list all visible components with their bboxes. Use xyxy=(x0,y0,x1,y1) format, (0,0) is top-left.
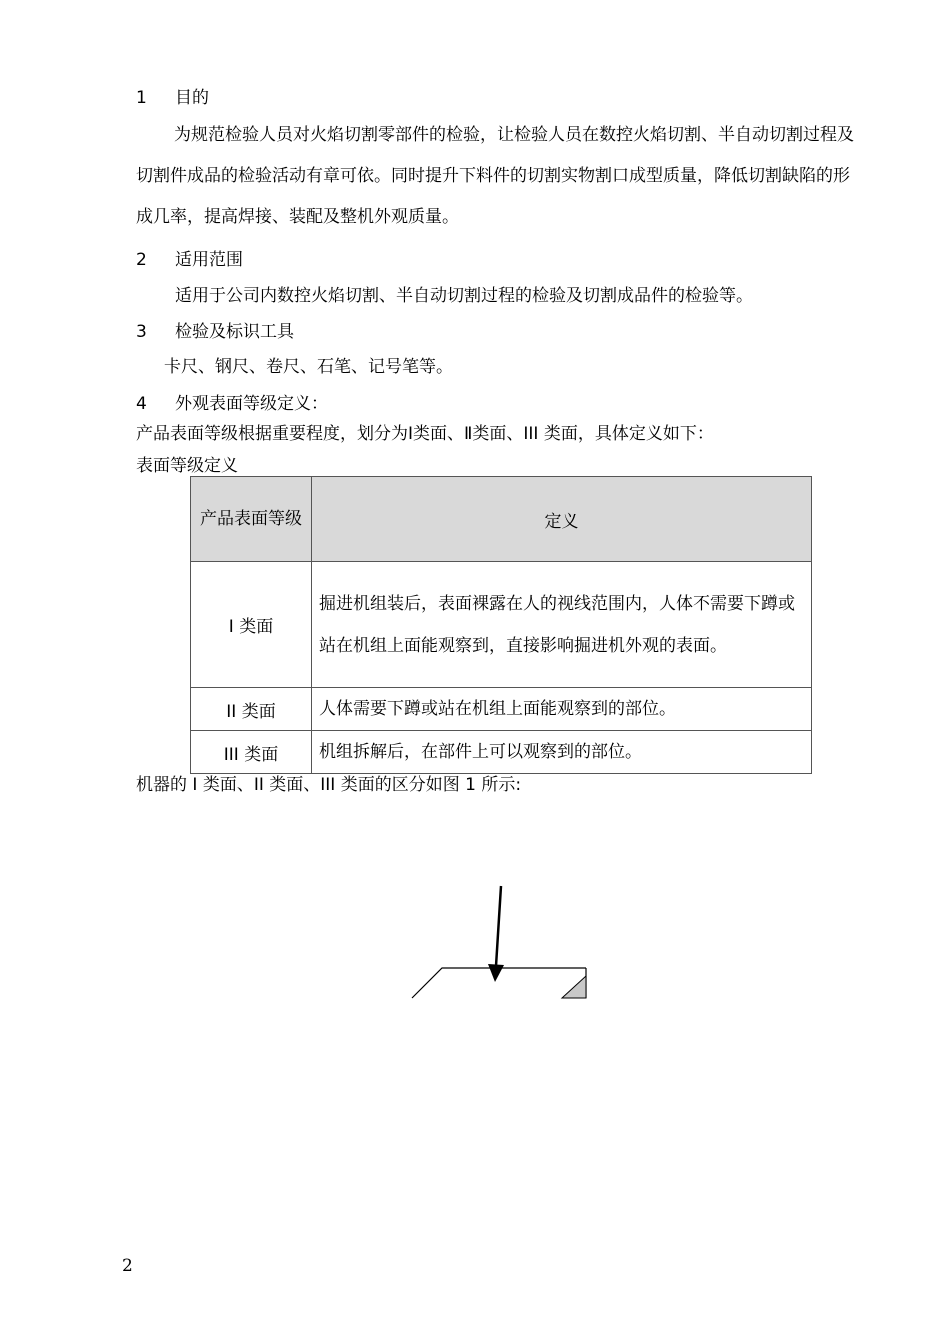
purpose-paragraph: 为规范检验人员对火焰切割零部件的检验，让检验人员在数控火焰切割、半自动切割过程及切割件成品的检验活动有章可依。同时提升下料件的切割实物割口成型质量，降低切割缺陷的形成几率，提高焊接、装配及整机外观质量。 xyxy=(136,125,854,227)
section-2-title: 适用范围 xyxy=(175,250,243,270)
figure-intro: 机器的 I 类面、II 类面、III 类面的区分如图 1 所示: xyxy=(136,775,522,795)
section-4-title: 外观表面等级定义： xyxy=(175,394,328,414)
section-2-number: 2 xyxy=(136,250,147,270)
tools-paragraph: 卡尺、钢尺、卷尺、石笔、记号笔等。 xyxy=(164,357,453,377)
table-row xyxy=(191,731,812,774)
definition-cell: 人体需要下蹲或站在机组上面能观察到的部位。 xyxy=(312,688,812,731)
surface-grade-table xyxy=(190,476,812,774)
arrow-head xyxy=(488,964,504,982)
scope-paragraph: 适用于公司内数控火焰切割、半自动切割过程的检验及切割成品件的检验等。 xyxy=(175,286,753,306)
table-row xyxy=(191,562,812,688)
table-caption: 表面等级定义 xyxy=(136,456,238,476)
page-number: 2 xyxy=(122,1256,133,1276)
header-grade: 产品表面等级 xyxy=(191,477,312,562)
table-header-row xyxy=(191,477,812,562)
grade-cell: II 类面 xyxy=(191,688,312,731)
arrow-shaft xyxy=(496,886,501,966)
table-row xyxy=(191,688,812,731)
definition-cell: 机组拆解后，在部件上可以观察到的部位。 xyxy=(312,731,812,774)
section-3-title: 检验及标识工具 xyxy=(175,322,294,342)
figure-1-fragment xyxy=(400,880,600,1000)
section-3-number: 3 xyxy=(136,322,147,342)
section-1-number: 1 xyxy=(136,88,147,108)
grade-cell: I 类面 xyxy=(191,562,312,688)
header-definition: 定义 xyxy=(312,477,812,562)
grade-cell: III 类面 xyxy=(191,731,312,774)
section-4-number: 4 xyxy=(136,394,147,414)
box-shaded-side xyxy=(562,976,586,998)
grade-intro: 产品表面等级根据重要程度，划分为Ⅰ类面、Ⅱ类面、III 类面，具体定义如下： xyxy=(136,424,714,444)
section-1-title: 目的 xyxy=(175,88,209,108)
definition-cell: 掘进机组装后，表面裸露在人的视线范围内，人体不需要下蹲或站在机组上面能观察到，直接影响掘进机外观的表面。 xyxy=(312,562,812,688)
